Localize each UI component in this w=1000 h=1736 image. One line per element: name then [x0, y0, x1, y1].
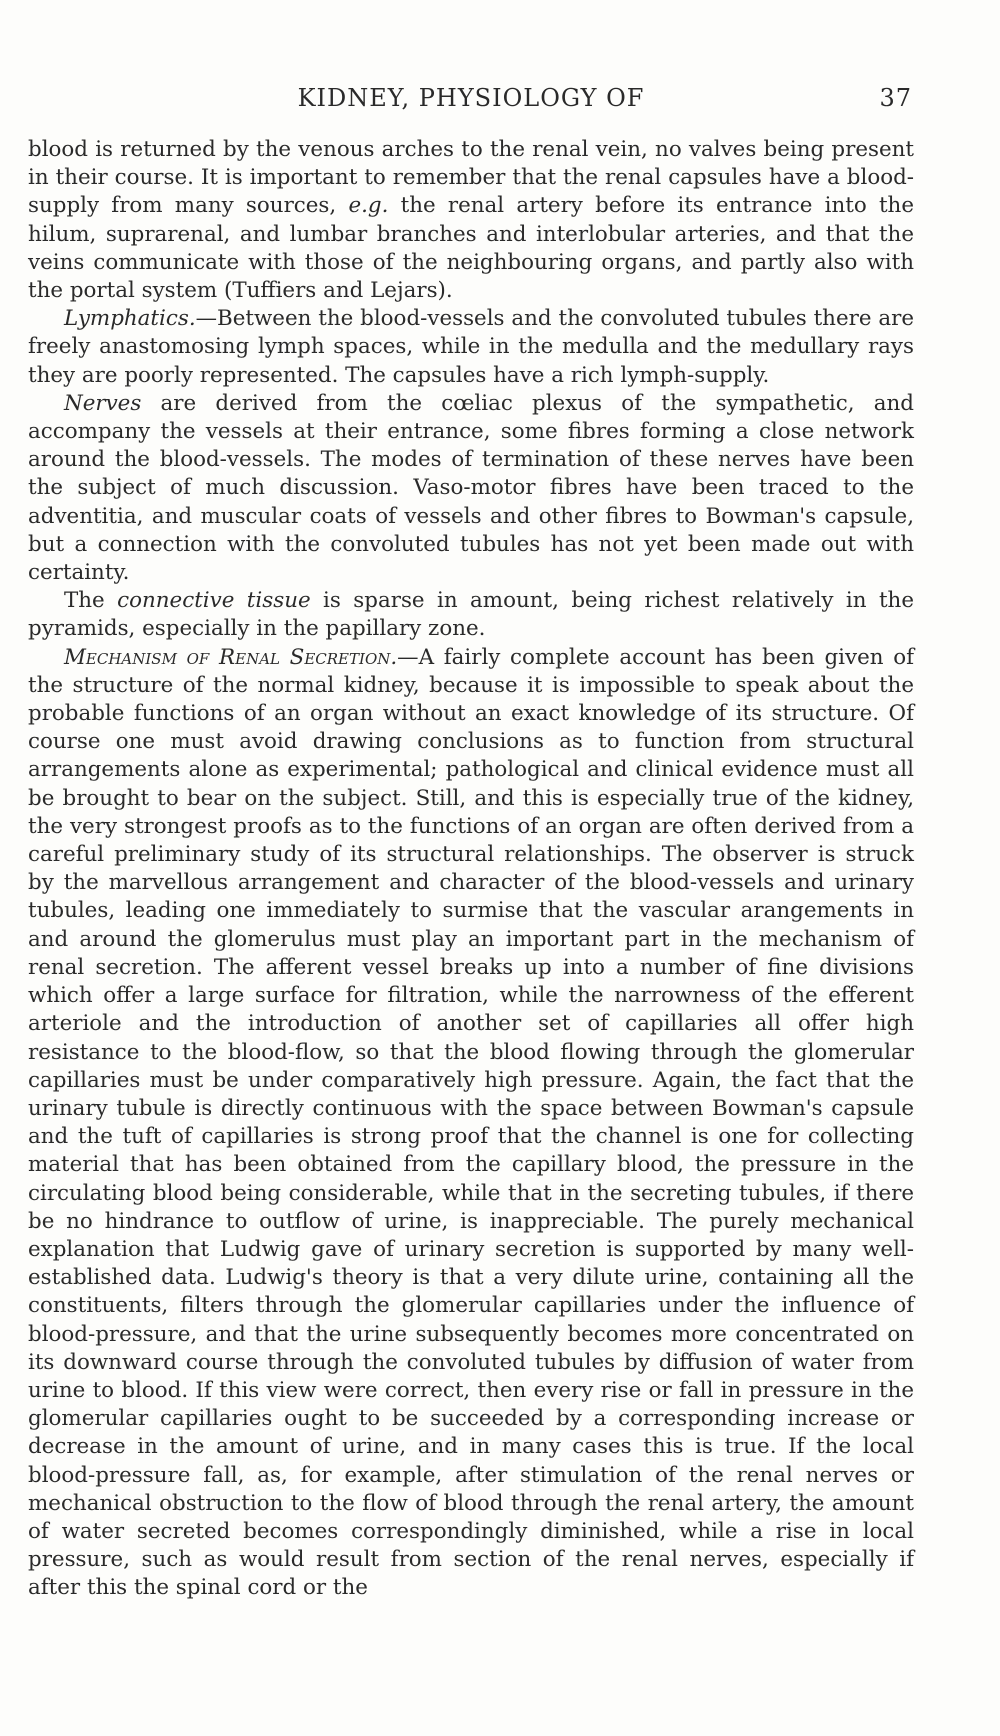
paragraph	[28, 305, 914, 390]
paragraph	[28, 136, 914, 305]
paragraph	[28, 390, 914, 587]
running-head	[30, 84, 912, 114]
emphasis-text: Nerves	[64, 390, 142, 416]
text-run: The	[64, 588, 118, 614]
text-run: are derived from the cœliac plexus of the sympathetic, and accompany the vessels at their entrance, some fibres forming a close network around the blood-vessels. The modes of termination of these nerves have been the subject of much discussion. Vaso-motor fibres have been traced to the adventitia, and muscular coats of vessels and other fibres to Bowman's capsule, but a connection with the convoluted tubules has not yet been made out with certainty.	[28, 390, 914, 586]
emphasis-text: Mechanism of Renal Secretion.	[64, 644, 398, 670]
paragraph	[28, 587, 914, 643]
text-run: —A fairly complete account has been given of the structure of the normal kidney, because it is impossible to speak about the probable functions of an organ without an exact knowledge of its structure. Of course one must avoid drawing conclusions as to function from structural arrangements alone as experimental; pathological and clinical evidence must all be brought to bear on the subject. Still, and this is especially true of the kidney, the very strongest proofs as to the functions of an organ are often derived from a careful preliminary study of its structural relationships. The observer is struck by the marvellous arrangement and character of the blood-vessels and urinary tubules, leading one immediately to surmise that the vascular arangements in and around the glomerulus must play an important part in the mechanism of renal secretion. The afferent vessel breaks up into a number of fine divisions which offer a large surface for filtration, while the narrowness of the efferent arteriole and the introduction of another set of capillaries all offer high resistance to the blood-flow, so that the blood flowing through the glomerular capillaries must be under comparatively high pressure. Again, the fact that the urinary tubule is directly continuous with the space between Bowman's capsule and the tuft of capillaries is strong proof that the channel is one for collecting material that has been obtained from the capillary blood, the pressure in the circulating blood being considerable, while that in the secreting tubules, if there be no hindrance to outflow of urine, is inappreciable. The purely mechanical explanation that Ludwig gave of urinary secretion is supported by many well-established data. Ludwig's theory is that a very dilute urine, containing all the constituents, filters through the glomerular capillaries under the influence of blood-pressure, and that the urine subsequently becomes more concentrated on its downward course through the convoluted tubules by diffusion of water from urine to blood. If this view were correct, then every rise or fall in pressure in the glomerular capillaries ought to be succeeded by a corresponding increase or decrease in the amount of urine, and in many cases this is true. If the local blood-pressure fall, as, for example, after stimulation of the renal nerves or mechanical obstruction to the flow of blood through the renal artery, the amount of water secreted becomes correspondingly diminished, while a rise in local pressure, such as would result from section of the renal nerves, especially if after this the spinal cord or the	[28, 644, 914, 1601]
emphasis-text: connective tissue	[117, 588, 311, 614]
text-run: is sparse in amount, being richest relatively in the pyramids, especially in the papillary zone.	[28, 588, 914, 642]
running-head-title: KIDNEY, PHYSIOLOGY OF	[297, 84, 645, 112]
body-text	[28, 136, 914, 1603]
text-run: blood is returned by the venous arches to the renal vein, no valves being present in their course. It is important to remember that the renal capsules have a blood-supply from many sources,	[28, 137, 914, 219]
emphasis-text: e.g.	[348, 193, 389, 219]
page-number: 37	[879, 84, 912, 112]
text-run: the renal artery before its entrance into the hilum, suprarenal, and lumbar branches and interlobular arteries, and that the veins communicate with those of the neighbouring organs, and partly also with the portal system (Tuffiers and Lejars).	[28, 193, 914, 304]
text-run: —Between the blood-vessels and the convoluted tubules there are freely anastomosing lymph spaces, while in the medulla and the medullary rays they are poorly represented. The capsules have a rich lymph-supply.	[28, 306, 914, 388]
paragraph	[28, 644, 914, 1603]
emphasis-text: Lymphatics.	[64, 306, 196, 332]
